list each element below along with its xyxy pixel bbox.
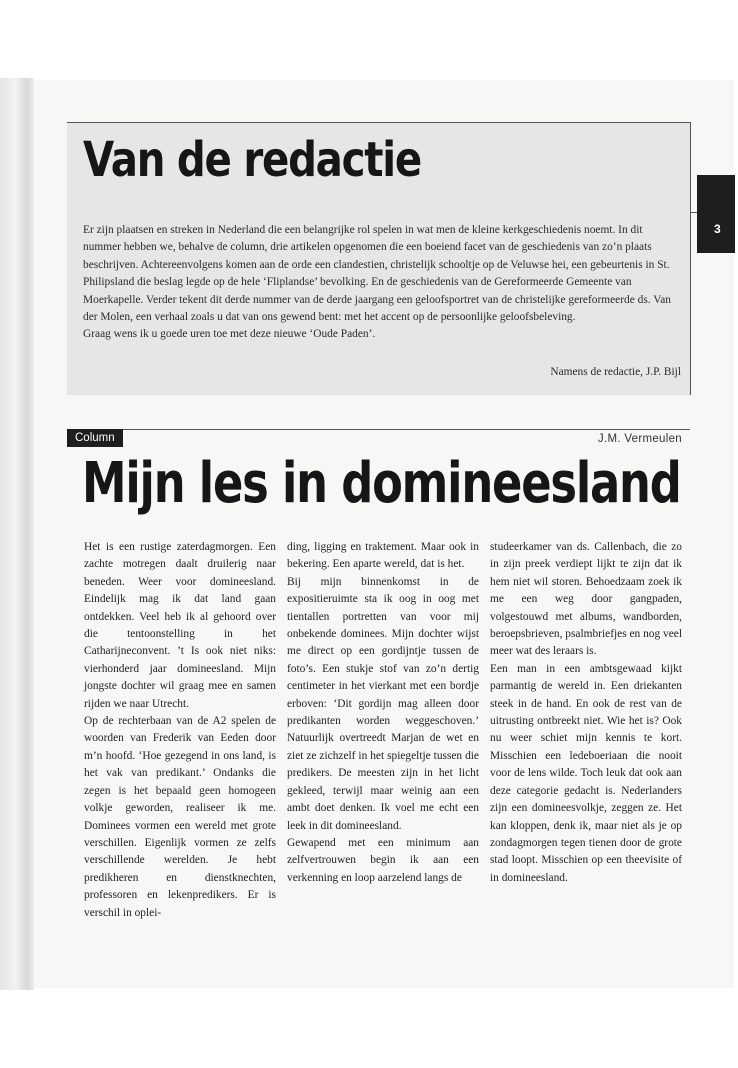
page-number-tab <box>697 175 735 253</box>
redactie-paragraph: Graag wens ik u goede uren toe met deze nieuwe ‘Oude Paden’. <box>83 328 376 341</box>
text-column-2 <box>287 539 479 887</box>
body-paragraph: Gewapend met een minimum aan zelfvertrouwen begin ik aan een verkenning en loop aarzelend langs de <box>287 836 479 884</box>
column-title: Mijn les in domineesland <box>82 451 681 516</box>
column-author: J.M. Vermeulen <box>597 433 682 445</box>
column-label: Column <box>67 429 123 447</box>
body-paragraph: ding, ligging en traktement. Maar ook in bekering. Een aparte wereld, dat is het. <box>287 541 479 571</box>
body-paragraph: Het is een rustige zaterdagmorgen. Een zachte motregen daalt druilerig naar beneden. Weer voor domineesland. Eindelijk mag ik dat land gaan ontdekken. Veel heb ik al gehoord over die tentoonstelling in het Catharijneconvent. ’t Is ook niet niks: vierhonderd jaar domineesland. Mijn jongste dochter wil graag mee en samen rijden we naar Utrecht. <box>84 541 276 710</box>
body-paragraph: Een man in een ambtsgewaad kijkt parmantig de wereld in. Een driekanten steek in de hand. En ook de rest van de uitrusting ontbreekt niet. Wie het is? Ook nu weer schiet mijn kennis te kort. Misschien een ledeboeriaan die nooit voor de lens wilde. Toch leuk dat ook aan deze categorie gedacht is. Nederlanders zijn een domineesvolkje, zeggen ze. Het kan kloppen, denk ik, maar niet als je op zondagmorgen tegen tienen door de grote stad loopt. Misschien op een theevisite of in domineesland. <box>490 662 682 884</box>
text-column-1 <box>84 539 276 922</box>
body-paragraph: Op de rechterbaan van de A2 spelen de woorden van Frederik van Eeden door m’n hoofd. ‘Hoe gezegend in ons land, is het vak van predikant.’ Ondanks die zegen is het bepaald geen homogeen volkje geworden, realiseer ik me. Dominees vormen een wereld met grote verschillen. Eigenlijk vormen ze zelfs verschillende werelden. Je hebt predikheren en dienstknechten, professoren en lekenpredikers. Er is verschil in oplei- <box>84 715 276 919</box>
text-column-3 <box>490 539 682 887</box>
redactie-signature: Namens de redactie, J.P. Bijl <box>550 366 681 378</box>
body-paragraph: Bij mijn binnenkomst in de expositieruimte sta ik oog in oog met tientallen portretten van voor mij onbekende dominees. Mijn dochter wijst me direct op een gordijntje tussen de foto’s. Een stukje stof van zo’n dertig centimeter in het vierkant met een bordje erboven: ‘Dit gordijn mag alleen door predikanten worden weggeschoven.’ Natuurlijk overtreedt Marjan de wet en ziet ze zichzelf in het spiegeltje tussen die predikers. De meesten zijn in het licht gekleed, terwijl maar weinig aan een ambt doet denken. Ik voel me echt een leek in dit domineesland. <box>287 575 479 832</box>
redactie-title: Van de redactie <box>83 132 421 188</box>
redactie-intro <box>83 222 681 344</box>
body-paragraph: studeerkamer van ds. Callenbach, die zo in zijn preek verdiept lijkt te zijn dat ik hem niet wil storen. Behoedzaam zoek ik me een weg door gangpaden, volgestouwd met albums, wandborden, beroepsbrieven, psalmbriefjes en nog veel meer wat des leraars is. <box>490 541 682 658</box>
redactie-paragraph: Er zijn plaatsen en streken in Nederland die een belangrijke rol spelen in wat men de kleine kerkgeschiedenis noemt. In dit nummer hebben we, behalve de column, drie artikelen opgenomen die een boeiend facet van de geschiedenis van zo’n plaats beschrijven. Achtereenvolgens komen aan de orde een clandestien, christelijk schooltje op de Veluwse hei, een gebeurtenis in St. Philipsland die beslag legde op de hele ‘Fliplandse’ bevolking. En de geschiedenis van de Gereformeerde Gemeente van Moerkapelle. Verder tekent dit derde nummer van de derde jaargang een geloofsportret van de christelijke gereformeerde ds. Van der Molen, een verhaal zoals u dat van ons gewend bent: met het accent op de persoonlijke geloofsbeleving. <box>83 224 671 324</box>
page-number: 3 <box>714 222 721 236</box>
column-divider <box>67 429 690 430</box>
book-spine <box>0 78 34 990</box>
